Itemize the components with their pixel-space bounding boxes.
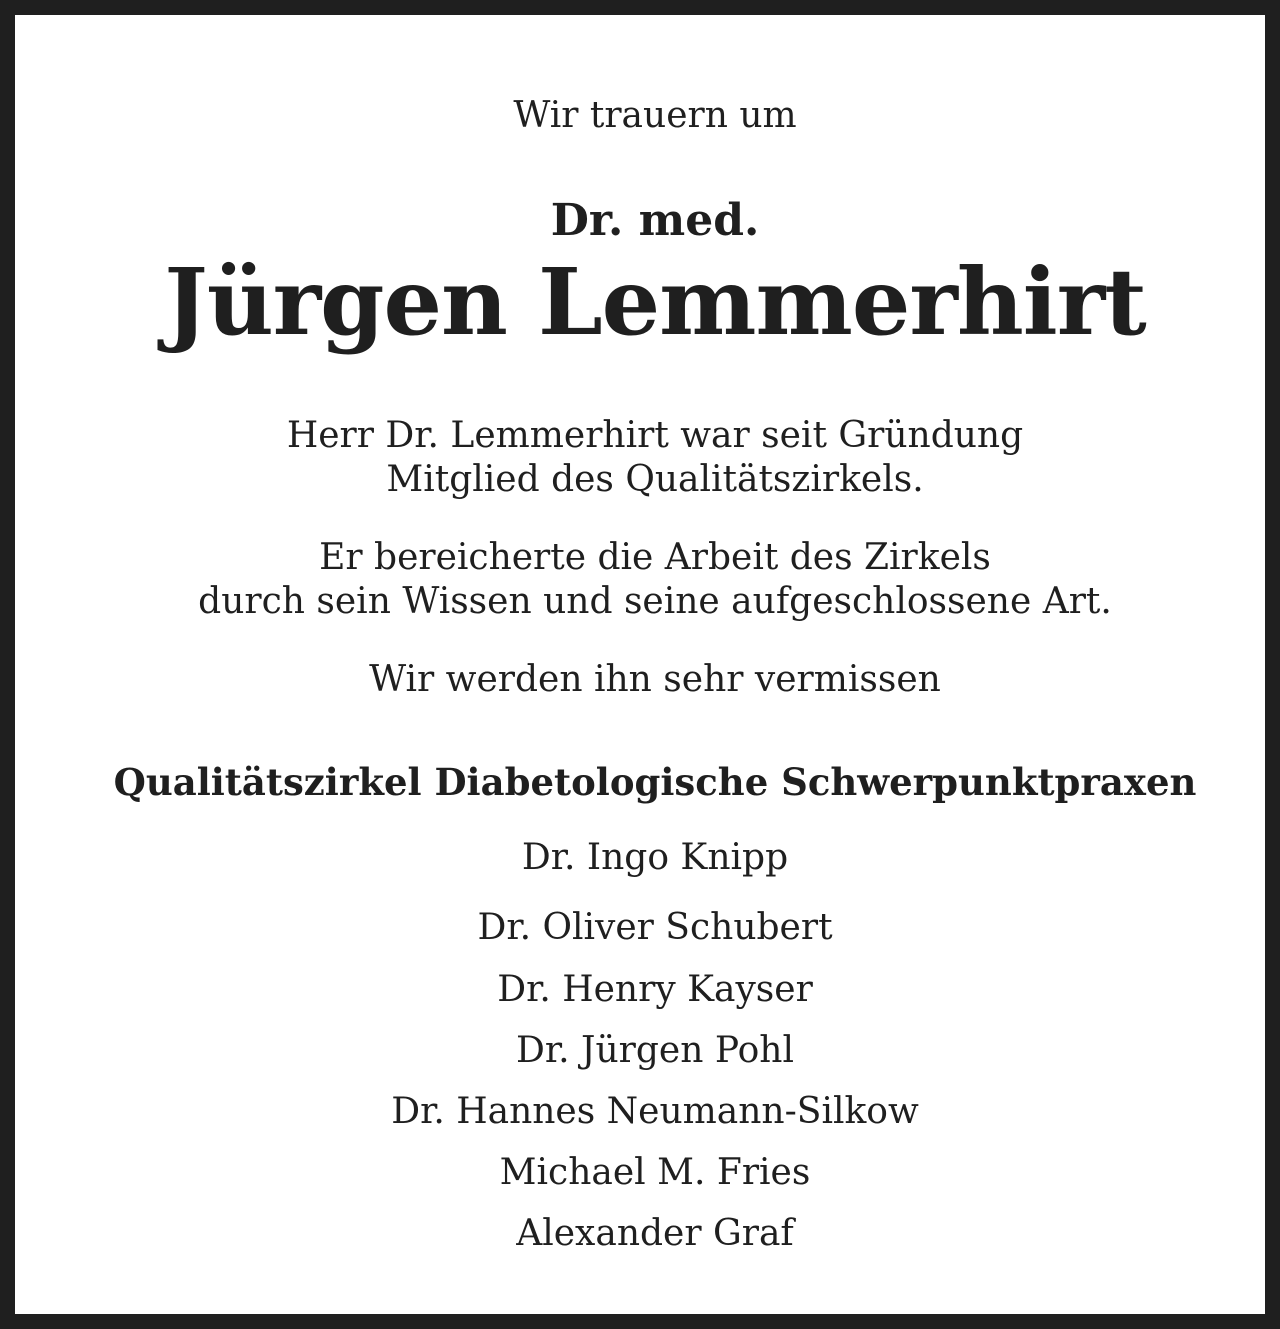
- deceased-name: Jürgen Lemmerhirt: [164, 248, 1146, 356]
- member-name: Dr. Henry Kayser: [497, 969, 813, 1010]
- tribute-line-3: Er bereicherte die Arbeit des Zirkels: [319, 537, 991, 578]
- member-name: Alexander Graf: [516, 1213, 794, 1254]
- member-name: Dr. Hannes Neumann-Silkow: [391, 1091, 919, 1132]
- member-name: Dr. Jürgen Pohl: [516, 1030, 794, 1071]
- tribute-line-4: durch sein Wissen und seine aufgeschlossene Art.: [198, 581, 1112, 622]
- member-name: Dr. Oliver Schubert: [477, 907, 833, 948]
- tribute-line-1: Herr Dr. Lemmerhirt war seit Gründung: [286, 415, 1024, 456]
- member-name: Dr. Ingo Knipp: [521, 837, 789, 878]
- intro-text: Wir trauern um: [513, 95, 797, 136]
- obituary-notice: [30, 30, 1280, 1329]
- academic-title: Dr. med.: [550, 195, 760, 246]
- member-name: Michael M. Fries: [499, 1152, 811, 1193]
- organization-name: Qualitätszirkel Diabetologische Schwerpunktpraxen: [113, 760, 1197, 804]
- tribute-line-5: Wir werden ihn sehr vermissen: [369, 659, 941, 700]
- tribute-line-2: Mitglied des Qualitätszirkels.: [386, 459, 924, 500]
